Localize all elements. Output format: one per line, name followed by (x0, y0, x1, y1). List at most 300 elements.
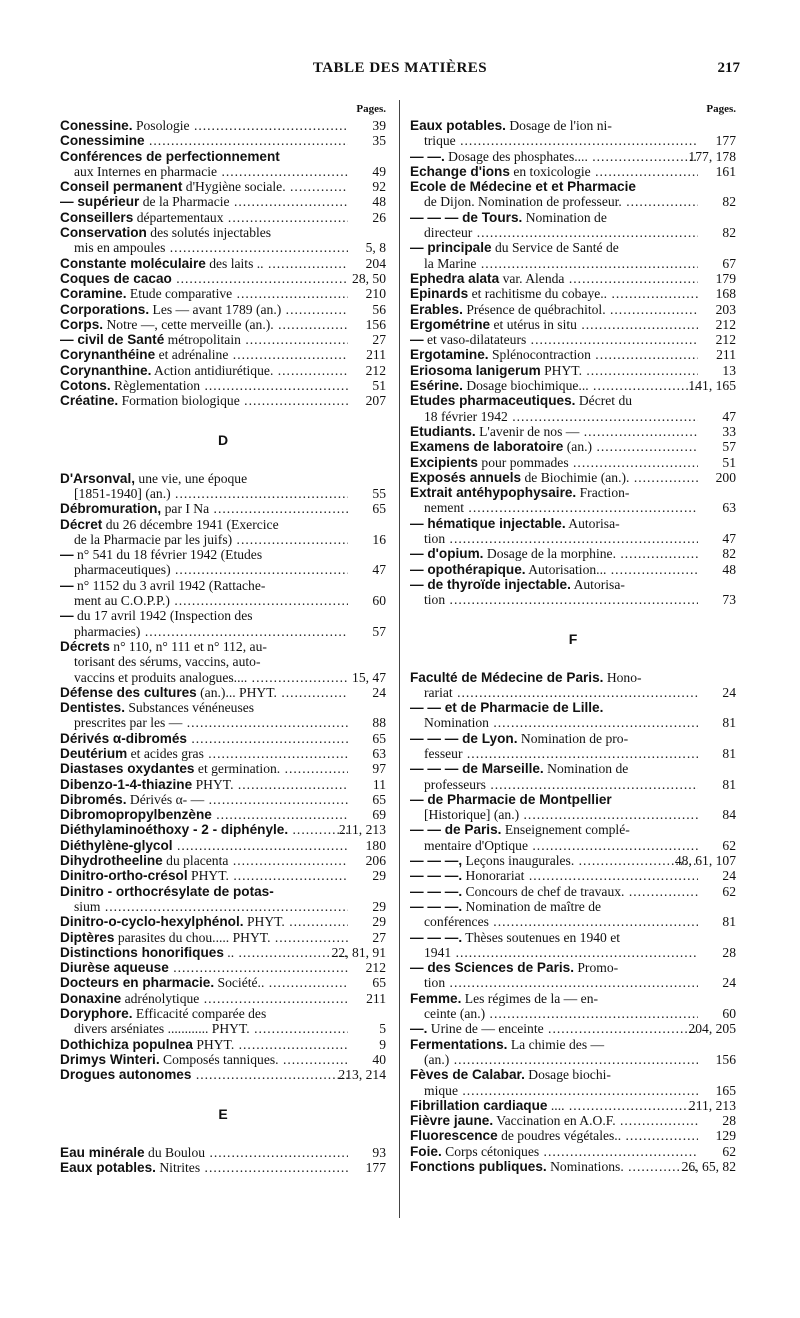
page-reference: 47 (722, 408, 736, 424)
entry-term: Corynanthéine (60, 347, 156, 363)
entry-text: Nomination de (547, 761, 629, 777)
entry-text: Notre —, cette merveille (an.). (106, 316, 274, 332)
index-entry (60, 133, 386, 148)
page-title: TABLE DES MATIÈRES (312, 60, 488, 76)
entry-text: Splénocontraction (491, 347, 591, 363)
index-entry (60, 1145, 386, 1160)
page-reference: 207 (365, 393, 386, 409)
page-reference: 204 (365, 255, 386, 271)
index-entry (410, 393, 736, 424)
entry-text: du Boulou (148, 1144, 206, 1160)
entry-line (60, 1160, 348, 1175)
index-column-right (410, 100, 736, 1174)
index-entry (410, 562, 736, 577)
page-reference: 129 (715, 1128, 736, 1144)
entry-line (410, 455, 698, 470)
entry-text: Autorisa- (573, 576, 625, 592)
page-reference: 29 (372, 898, 386, 914)
page-reference: 210 (365, 286, 386, 302)
entry-line (410, 1098, 698, 1113)
entry-term: Conférences de perfectionnement (60, 148, 280, 164)
index-entry (410, 439, 736, 454)
page-reference: 40 (372, 1051, 386, 1067)
entry-line (60, 930, 348, 945)
entry-term: Ergométrine (410, 316, 491, 332)
page-reference: 24 (372, 684, 386, 700)
entry-line (60, 133, 348, 148)
entry-line (60, 578, 348, 593)
page-reference: 211 (366, 990, 386, 1006)
entry-line (60, 118, 348, 133)
page-reference: 60 (722, 1006, 736, 1022)
entry-text: et utérus in situ (493, 316, 577, 332)
entry-line (410, 562, 698, 577)
index-entry (410, 118, 736, 149)
entry-continuation: professeurs ..... (410, 777, 698, 792)
entry-line (410, 118, 698, 133)
page-reference: 24 (722, 975, 736, 991)
entry-text: Concours de chef de travaux. (465, 883, 625, 899)
entry-line (60, 393, 348, 408)
index-entry (410, 991, 736, 1022)
entry-continuation: rariat ..... (410, 685, 698, 700)
entry-term: D'Arsonval, (60, 470, 135, 486)
index-entry (60, 332, 386, 347)
page-reference: 51 (372, 378, 386, 394)
entry-term: Esérine. (410, 378, 463, 394)
index-entry (410, 868, 736, 883)
entry-line (60, 1006, 348, 1021)
index-entry (410, 271, 736, 286)
entry-term: Débromuration, (60, 501, 162, 517)
entry-continuation: pharmacies) ..... (60, 624, 348, 639)
page-reference: 28 (722, 1113, 736, 1129)
entry-term: Conessine. (60, 118, 133, 133)
index-entry (60, 853, 386, 868)
entry-line (410, 286, 698, 301)
index-entry (410, 546, 736, 561)
entry-line (60, 853, 348, 868)
entry-term: Constante moléculaire (60, 255, 206, 271)
entry-term: Donaxine (60, 990, 122, 1006)
entry-line (410, 470, 698, 485)
entry-text: Promo- (577, 960, 619, 976)
entry-term: — — —. (410, 868, 463, 884)
page-reference: 49 (372, 163, 386, 179)
page-reference: 35 (372, 133, 386, 149)
index-entry (60, 838, 386, 853)
entry-continuation: tion ..... (410, 531, 698, 546)
index-entry (410, 1144, 736, 1159)
entry-line (60, 884, 348, 899)
entry-line (410, 1144, 698, 1159)
entry-line (60, 1037, 348, 1052)
entry-line (60, 471, 348, 486)
entry-text: Nitrites (159, 1159, 201, 1175)
page-reference: 28, 50 (352, 270, 386, 286)
entry-term: — —. (410, 148, 445, 164)
page-reference: 48, 61, 107 (674, 853, 736, 869)
entry-term: — — et de Pharmacie de Lille. (410, 700, 604, 716)
entry-line (410, 378, 698, 393)
page-reference: 81 (722, 745, 736, 761)
entry-term: Diptères (60, 929, 115, 945)
entry-line (410, 393, 698, 408)
entry-line (60, 868, 348, 883)
index-entry (410, 1067, 736, 1098)
page-reference: 88 (372, 715, 386, 731)
entry-text: Enseignement complé- (504, 822, 630, 838)
entry-continuation: tion ..... (410, 975, 698, 990)
page-reference: 55 (372, 485, 386, 501)
entry-term: — — —. (410, 898, 463, 914)
entry-line (60, 991, 348, 1006)
entry-text: PHYT. (246, 914, 285, 930)
page-reference: 63 (722, 500, 736, 516)
entry-term: Fluorescence (410, 1128, 498, 1144)
entry-line (60, 332, 348, 347)
page-number: 217 (717, 60, 740, 76)
page-reference: 212 (715, 332, 736, 348)
entry-term: Fèves de Calabar. (410, 1067, 525, 1083)
index-entry (410, 761, 736, 792)
index-entry (410, 363, 736, 378)
page-reference: 211 (366, 347, 386, 363)
index-entry (60, 914, 386, 929)
entry-term: —. (410, 1021, 428, 1037)
index-entry (410, 164, 736, 179)
page-reference: 211 (716, 347, 736, 363)
entry-term: Ecole de Médecine et et Pharmacie (410, 179, 636, 195)
page-reference: 24 (722, 868, 736, 884)
entry-continuation: tion ..... (410, 592, 698, 607)
index-entry (60, 363, 386, 378)
entry-line (60, 302, 348, 317)
index-entry (60, 347, 386, 362)
page-reference: 9 (379, 1036, 386, 1052)
index-entry (410, 455, 736, 470)
entry-text: .. (227, 944, 235, 960)
entry-line (60, 822, 348, 837)
page-reference: 29 (372, 914, 386, 930)
entry-text: Fraction- (579, 485, 630, 501)
entry-line (60, 317, 348, 332)
entry-line (410, 439, 698, 454)
entry-text: Hono- (606, 669, 642, 685)
entry-text: Les — avant 1789 (an.) (152, 301, 282, 317)
index-entry (60, 118, 386, 133)
page-reference: 24 (722, 684, 736, 700)
entry-line (410, 546, 698, 561)
page-reference: 204, 205 (688, 1021, 736, 1037)
page-reference: 203 (715, 301, 736, 317)
page-reference: 27 (372, 929, 386, 945)
entry-line (410, 868, 698, 883)
pages-label: Pages. (706, 103, 736, 115)
index-entry (60, 271, 386, 286)
entry-line (410, 240, 698, 255)
index-entry (410, 179, 736, 210)
entry-continuation: (an.) ..... (410, 1052, 698, 1067)
index-entry (60, 547, 386, 578)
page-reference: 33 (722, 423, 736, 439)
index-entry (60, 501, 386, 516)
entry-term: Distinctions honorifiques (60, 944, 224, 960)
entry-continuation: trique ..... (410, 133, 698, 148)
entry-term: Corps. (60, 316, 104, 332)
entry-term: Erables. (410, 301, 463, 317)
index-entry (60, 194, 386, 209)
entry-term: Dibenzo-1-4-thiazine (60, 776, 193, 792)
index-entry (410, 1098, 736, 1113)
entry-term: — (60, 577, 74, 593)
entry-term: Faculté de Médecine de Paris. (410, 669, 604, 685)
entry-term: Fonctions publiques. (410, 1159, 547, 1174)
index-entry (410, 1128, 736, 1143)
page-reference: 60 (372, 593, 386, 609)
page-reference: 168 (715, 286, 736, 302)
index-entry (60, 960, 386, 975)
entry-term: Dihydrotheeline (60, 853, 163, 869)
index-entry (410, 470, 736, 485)
entry-continuation: mentaire d'Optique ..... (410, 838, 698, 853)
entry-term: Etudiants. (410, 423, 476, 439)
index-entry (410, 1037, 736, 1068)
entry-line (60, 194, 348, 209)
index-entry (410, 700, 736, 731)
entry-term: Diastases oxydantes (60, 761, 195, 777)
entry-text: (an.)... PHYT. (200, 684, 277, 700)
page-reference: 65 (372, 730, 386, 746)
entry-line (410, 899, 698, 914)
page-reference: 65 (372, 791, 386, 807)
index-entry (60, 991, 386, 1006)
entry-term: Echange d'ions (410, 163, 510, 179)
index-entry (60, 1052, 386, 1067)
entry-text: Autorisa- (568, 515, 620, 531)
page-reference: 82 (722, 225, 736, 241)
page-reference: 81 (722, 776, 736, 792)
entry-line (60, 746, 348, 761)
entry-term: Doryphore. (60, 1006, 133, 1022)
entry-line (60, 807, 348, 822)
entry-line (410, 577, 698, 592)
page-reference: 211, 213 (688, 1097, 736, 1113)
entry-text: de poudres végétales.. (501, 1128, 622, 1144)
page-reference: 48 (372, 194, 386, 210)
entry-line (60, 517, 348, 532)
entry-term: Créatine. (60, 393, 119, 409)
entry-continuation: Nomination ..... (410, 715, 698, 730)
entry-term: — opothérapique. (410, 561, 526, 577)
entry-term: — — — de Lyon. (410, 730, 518, 746)
entry-continuation: fesseur ..... (410, 746, 698, 761)
entry-text: pour pommades (481, 454, 569, 470)
entry-text: et rachitisme du cobaye.. (471, 286, 608, 302)
index-entry (60, 746, 386, 761)
page-reference: 165 (715, 1082, 736, 1098)
entry-term: Eriosoma lanigerum (410, 362, 541, 378)
entry-line (410, 516, 698, 531)
index-entry (60, 225, 386, 256)
index-entry (60, 1037, 386, 1052)
entry-line (410, 1037, 698, 1052)
entry-text: Décret du (578, 393, 633, 409)
page-reference: 65 (372, 501, 386, 517)
entry-continuation: torisant des sérums, vaccins, auto- (74, 654, 261, 670)
entry-text: et acides gras (130, 745, 204, 761)
entry-line (60, 685, 348, 700)
entry-line (60, 347, 348, 362)
entry-continuation: nement ..... (410, 500, 698, 515)
entry-text: PHYT. (544, 362, 582, 378)
page-reference: 57 (372, 623, 386, 639)
index-entry (60, 256, 386, 271)
page-reference: 47 (722, 531, 736, 547)
index-entry (410, 240, 736, 271)
entry-term: Corynanthine. (60, 362, 152, 378)
entry-continuation: 18 février 1942 ..... (410, 409, 698, 424)
entry-term: Ephedra alata (410, 270, 500, 286)
entry-text: .... (550, 1097, 565, 1113)
index-entry (410, 731, 736, 762)
page-reference: 67 (722, 255, 736, 271)
index-entry (60, 1067, 386, 1082)
entry-line (60, 179, 348, 194)
section-letter: F (568, 630, 578, 647)
entry-text: Urine de — enceinte (430, 1021, 544, 1037)
entry-term: Dérivés α-dibromés (60, 730, 187, 746)
page-reference: 206 (365, 853, 386, 869)
entry-term: Fermentations. (410, 1036, 508, 1052)
index-entry (410, 332, 736, 347)
entry-line (60, 363, 348, 378)
entry-text: en toxicologie (513, 163, 591, 179)
index-entry (410, 1159, 736, 1174)
entry-line (410, 731, 698, 746)
index-entry (60, 517, 386, 548)
entry-line (410, 670, 698, 685)
entry-term: — principale (410, 240, 492, 256)
index-entry (410, 424, 736, 439)
index-entry (60, 149, 386, 180)
entry-term: Dibromés. (60, 791, 127, 807)
entry-term: Diurèse aqueuse (60, 960, 169, 976)
entry-text: Etude comparative (129, 286, 233, 302)
entry-term: Etudes pharmaceutiques. (410, 393, 576, 409)
entry-line (410, 485, 698, 500)
entry-line (410, 991, 698, 1006)
entry-term: Diéthylaminoéthoxy - 2 - diphényle. (60, 822, 289, 838)
entry-continuation: [1851-1940] (an.) ..... (60, 486, 348, 501)
page-reference: 212 (365, 960, 386, 976)
index-entry (60, 868, 386, 883)
page-reference: 81 (722, 914, 736, 930)
entry-line (60, 1052, 348, 1067)
index-entry (60, 700, 386, 731)
index-entry (60, 777, 386, 792)
page-reference: 39 (372, 118, 386, 133)
index-entry (60, 822, 386, 837)
entry-text: du 17 avril 1942 (Inspection des (77, 608, 253, 624)
page-reference: 212 (715, 316, 736, 332)
index-entry (410, 302, 736, 317)
entry-text: L'avenir de nos — (479, 423, 580, 439)
entry-text: PHYT. (195, 776, 234, 792)
entry-term: — civil de Santé (60, 332, 165, 348)
entry-term: Défense des cultures (60, 684, 197, 700)
entry-term: Décrets (60, 638, 110, 654)
entry-term: Drogues autonomes (60, 1067, 192, 1083)
section-letter: E (218, 1105, 228, 1122)
entry-text: métropolitain (167, 332, 241, 348)
section-letter: D (217, 431, 229, 448)
page-reference: 211, 213 (338, 822, 386, 838)
page-reference: 156 (365, 316, 386, 332)
entry-text: Dosage des phosphates.... (448, 148, 588, 164)
entry-term: — (410, 332, 424, 348)
entry-text: Dosage de la morphine. (486, 546, 616, 562)
entry-term: Drimys Winteri. (60, 1051, 160, 1067)
entry-term: Cotons. (60, 378, 111, 394)
page-reference: 56 (372, 301, 386, 317)
entry-term: — d'opium. (410, 546, 484, 562)
page-reference: 73 (722, 592, 736, 608)
entry-term: Conservation (60, 225, 147, 241)
page-reference: 63 (372, 745, 386, 761)
page-reference: 141, 165 (688, 378, 736, 394)
entry-term: — des Sciences de Paris. (410, 960, 574, 976)
entry-line (60, 501, 348, 516)
entry-text: Efficacité comparée des (135, 1006, 267, 1022)
entry-term: — — — de Tours. (410, 209, 523, 225)
entry-term: Conessimine (60, 133, 145, 149)
page-reference: 62 (722, 1143, 736, 1159)
entry-line (60, 149, 348, 164)
entry-text: Dérivés α- — (129, 791, 205, 807)
entry-text: et vaso-dilatateurs (427, 332, 527, 348)
entry-continuation: de la Pharmacie par les juifs) ..... (60, 532, 348, 547)
entry-text: Dosage de l'ion ni- (509, 118, 612, 133)
entry-text: Formation biologique (121, 393, 240, 409)
page-reference: 26, 65, 82 (681, 1159, 736, 1174)
page-reference: 84 (722, 807, 736, 823)
entry-term: — — — de Marseille. (410, 761, 544, 777)
index-entry (410, 884, 736, 899)
entry-line (410, 363, 698, 378)
page-reference: 180 (365, 837, 386, 853)
index-entry (410, 317, 736, 332)
index-entry (410, 930, 736, 961)
page-reference: 179 (715, 270, 736, 286)
index-column-left (60, 100, 386, 1175)
entry-text: Les régimes de la — en- (464, 990, 599, 1006)
page-reference: 47 (372, 562, 386, 578)
entry-term: — de Pharmacie de Montpellier (410, 791, 612, 807)
page-reference: 15, 47 (352, 669, 386, 685)
entry-text: du Service de Santé de (495, 240, 619, 256)
entry-line (410, 930, 698, 945)
entry-line (60, 225, 348, 240)
entry-line (60, 286, 348, 301)
entry-term: — — —, (410, 853, 463, 869)
page-reference: 48 (722, 561, 736, 577)
entry-line (410, 1113, 698, 1128)
column-divider (399, 100, 400, 1218)
page-reference: 65 (372, 975, 386, 991)
entry-line (60, 608, 348, 623)
page-reference: 177 (715, 133, 736, 149)
